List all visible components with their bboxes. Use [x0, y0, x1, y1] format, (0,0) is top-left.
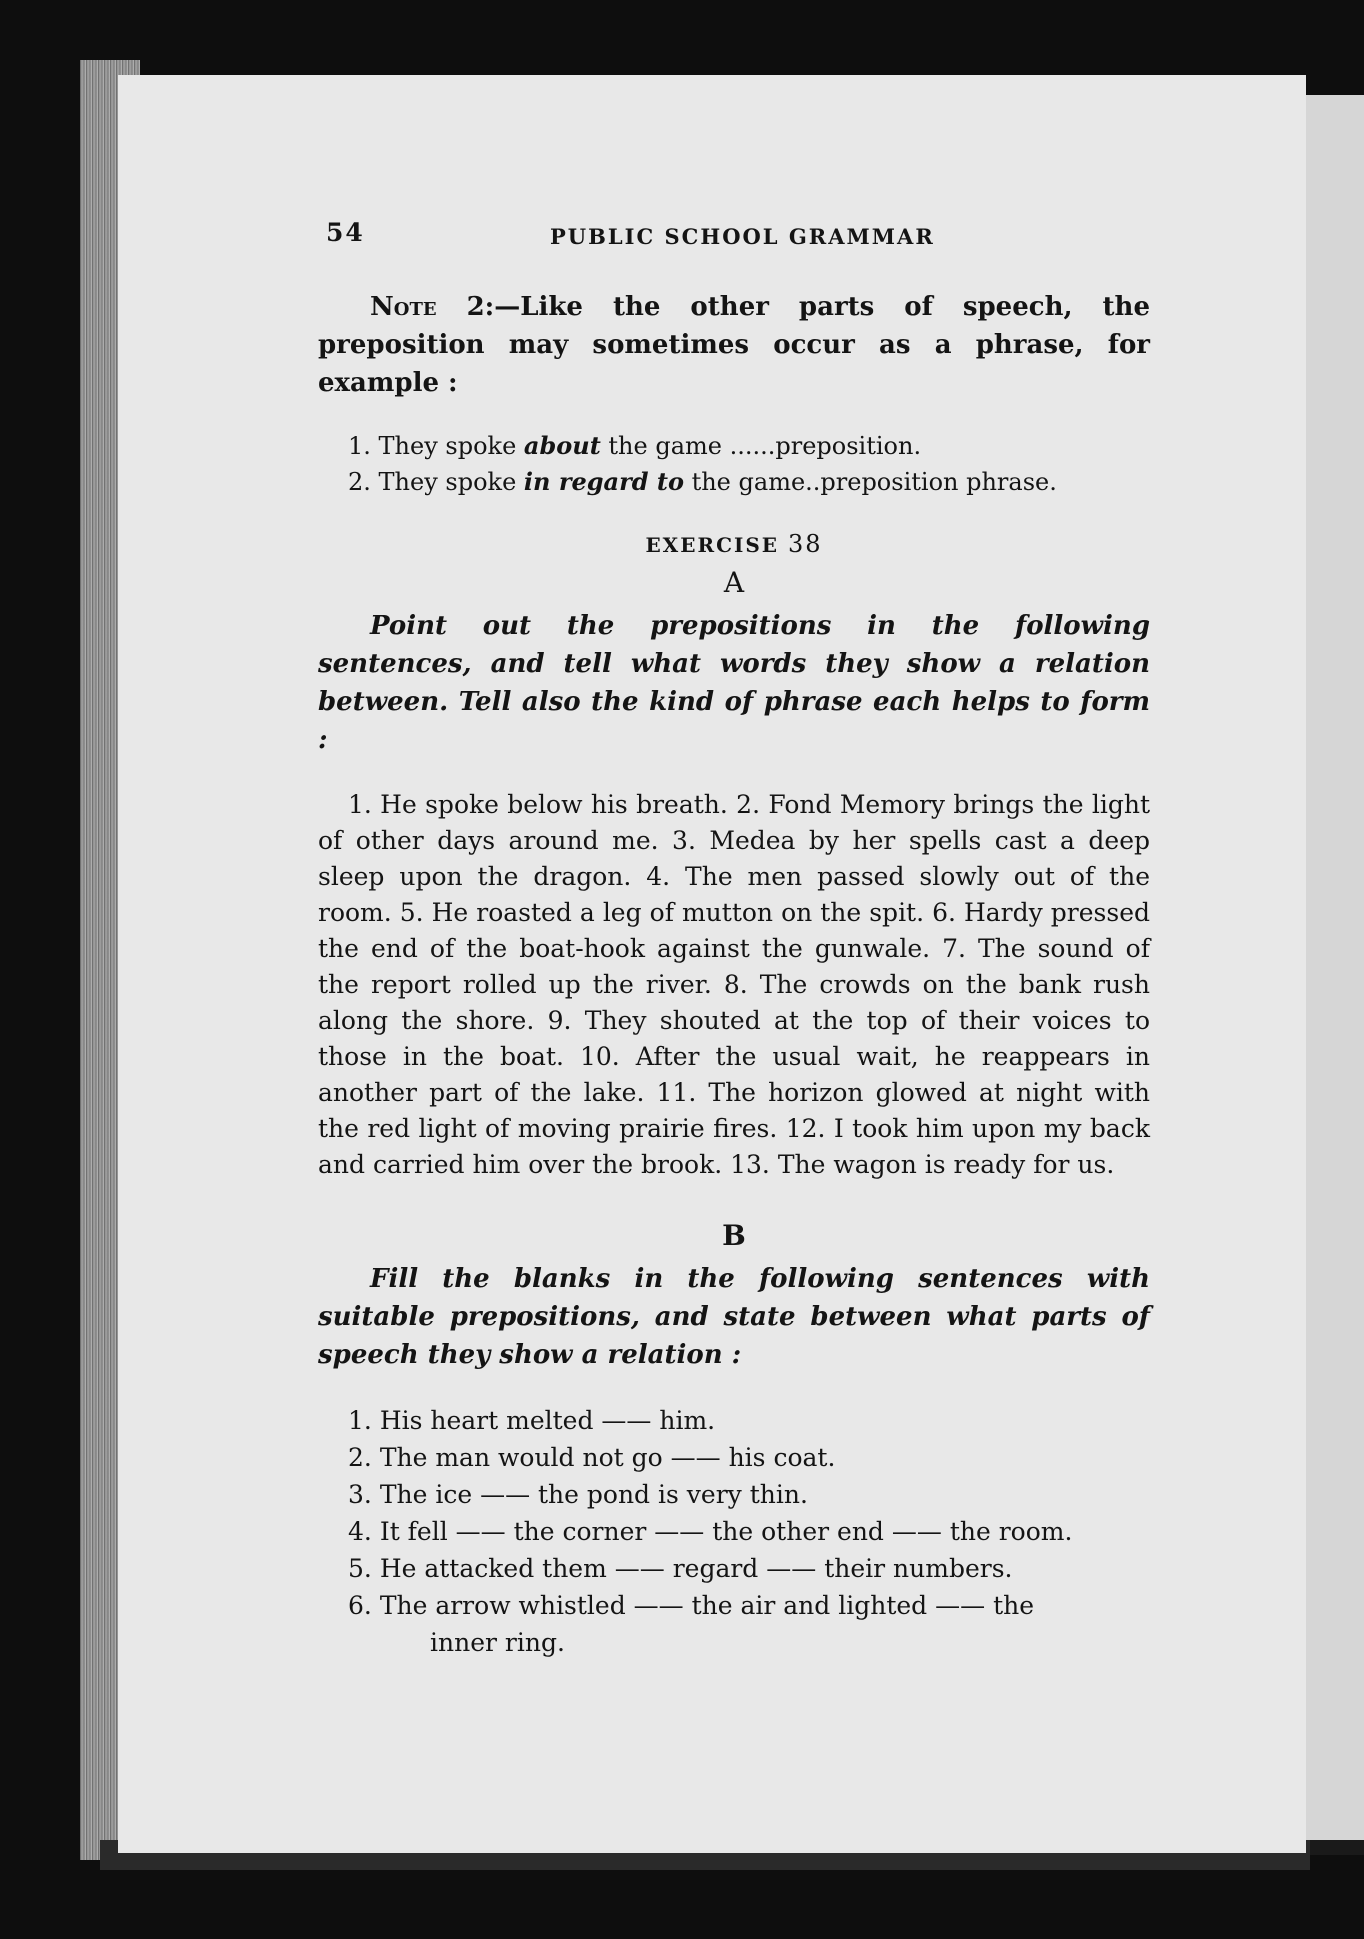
section-a-heading: A: [723, 566, 745, 599]
blank-item-number: 4.: [348, 1517, 372, 1546]
blank-item: [348, 1587, 1150, 1661]
example-item: [348, 464, 1150, 500]
note-paragraph: [318, 288, 1150, 402]
blank-item: [348, 1439, 1150, 1476]
page-number: 54: [326, 218, 365, 247]
example-text-after: the game ......preposition.: [600, 432, 922, 460]
example-text-before: They spoke: [378, 468, 524, 496]
book-title: PUBLIC SCHOOL GRAMMAR: [550, 224, 935, 249]
example-item: [348, 428, 1150, 464]
example-number: 2.: [348, 468, 371, 496]
blank-item-number: 6.: [348, 1591, 372, 1620]
note-label: Note 2: [370, 292, 485, 322]
running-head: [318, 210, 1150, 250]
blank-item: [348, 1550, 1150, 1587]
blank-item-text: The man would not go —— his coat.: [379, 1443, 836, 1472]
example-italic: in regard to: [523, 467, 684, 496]
blank-item: [348, 1513, 1150, 1550]
blank-item-number: 3.: [348, 1480, 372, 1509]
blank-item: [348, 1476, 1150, 1513]
blank-item-continuation: inner ring.: [430, 1628, 565, 1657]
exercise-number: 38: [788, 530, 823, 558]
section-b-heading: B: [722, 1219, 746, 1252]
example-italic: about: [523, 431, 601, 460]
blank-item-text: The arrow whistled —— the air and lighted —— the: [379, 1591, 1035, 1620]
blank-item-number: 1.: [348, 1406, 372, 1435]
section-a-sentences: 1. He spoke below his breath. 2. Fond Memory brings the light of other days around me. 3. Medea by her spells cast a deep sleep upon the dragon. 4. The men passed slowly out of the room. 5. He roasted a leg of mutton on the spit. 6. Hardy pressed the end of the boat-hook against the gunwale. 7. The sound of the report rolled up the river. 8. The crowds on the bank rush along the shore. 9. They shouted at the top of their voices to those in the boat. 10. After the usual wait, he reappears in another part of the lake. 11. The horizon glowed at night with the red light of moving prairie fires. 12. I took him upon my back and carried him over the brook. 13. The wagon is ready for us.: [318, 790, 1150, 1179]
blank-item-text: His heart melted —— him.: [379, 1406, 716, 1435]
facing-page-edge: [1302, 95, 1364, 1840]
example-text-before: They spoke: [378, 432, 524, 460]
example-list: [348, 428, 1150, 500]
blank-item-text: It fell —— the corner —— the other end —— the room.: [379, 1517, 1073, 1546]
blank-item-text: The ice —— the pond is very thin.: [379, 1480, 808, 1509]
section-b-instruction: Fill the blanks in the following sentences with suitable prepositions, and state between what parts of speech they show a relation :: [318, 1264, 1150, 1370]
blank-item-number: 5.: [348, 1554, 372, 1583]
note-text: :—Like the other parts of speech, the preposition may sometimes occur as a phrase, for example :: [318, 292, 1150, 398]
exercise-heading: [318, 530, 1150, 558]
example-number: 1.: [348, 432, 371, 460]
blank-item: [348, 1402, 1150, 1439]
blank-list: [348, 1402, 1150, 1661]
exercise-label: EXERCISE: [645, 533, 780, 557]
example-text-after: the game..preposition phrase.: [683, 468, 1057, 496]
blank-item-text: He attacked them —— regard —— their numbers.: [379, 1554, 1013, 1583]
page-content: [318, 210, 1150, 1661]
blank-item-number: 2.: [348, 1443, 372, 1472]
section-a-instruction: Point out the prepositions in the following sentences, and tell what words they show a relation between. Tell also the kind of phrase each helps to form :: [318, 611, 1150, 755]
